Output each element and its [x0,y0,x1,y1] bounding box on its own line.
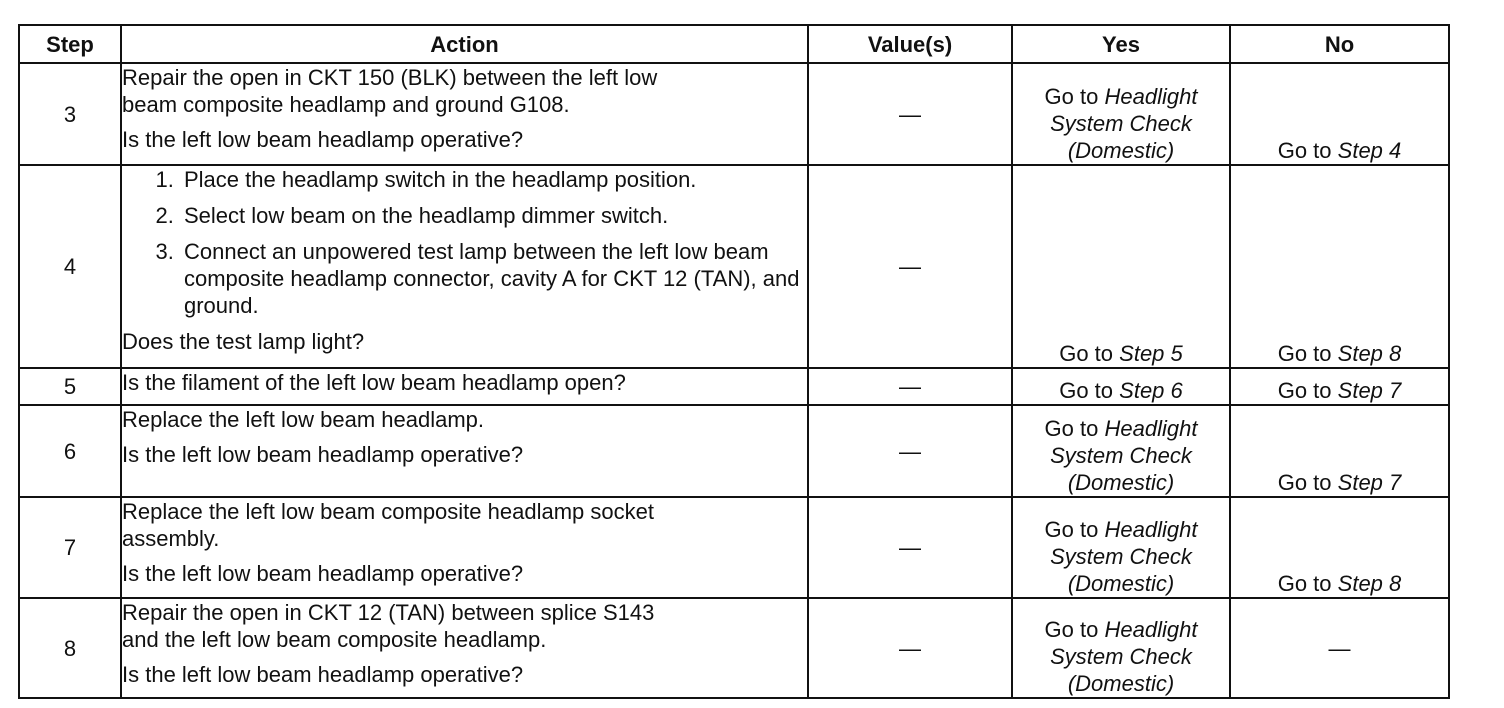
value-cell: — [808,405,1012,497]
table-row [19,405,1449,497]
action-cell [121,598,808,698]
yes-line-3: (Domestic) [1067,671,1175,696]
yes-cell [1012,63,1230,165]
list-item: 1. Place the headlamp switch in the headlamp position. [180,166,807,193]
step-number: 8 [19,598,121,698]
action-line: Replace the left low beam headlamp. [122,407,484,432]
value-cell: — [808,368,1012,405]
question-text: Is the left low beam headlamp operative? [122,662,524,687]
action-cell [121,165,808,368]
yes-cell [1012,497,1230,598]
yes-line-2: System Check [1050,644,1192,669]
question-text: Is the left low beam headlamp operative? [122,127,524,152]
question-text: Is the filament of the left low beam headlamp open? [122,370,626,395]
action-line: Repair the open in CKT 12 (TAN) between splice S143 [122,600,655,625]
no-cell: Go to Step 8 [1230,165,1449,368]
yes-cell: Go to Step 6 [1012,368,1230,405]
value-cell: — [808,63,1012,165]
action-line: beam composite headlamp and ground G108. [122,92,570,117]
table-row [19,497,1449,598]
yes-cell [1012,598,1230,698]
step-number: 6 [19,405,121,497]
yes-line-1: Go to Headlight [1044,517,1198,542]
value-cell: — [808,165,1012,368]
question-text: Is the left low beam headlamp operative? [122,561,524,586]
yes-line-2: System Check [1050,544,1192,569]
step-number: 5 [19,368,121,405]
yes-line-2: System Check [1050,443,1192,468]
no-cell: Go to Step 8 [1230,497,1449,598]
table-row [19,598,1449,698]
step-number: 4 [19,165,121,368]
table-row [19,63,1449,165]
yes-line-1: Go to Headlight [1044,617,1198,642]
yes-cell [1012,405,1230,497]
yes-cell: Go to Step 5 [1012,165,1230,368]
action-line: Repair the open in CKT 150 (BLK) between the left low [122,65,658,90]
action-cell [121,497,808,598]
table-row [19,165,1449,368]
question-text: Is the left low beam headlamp operative? [122,442,524,467]
no-cell: — [1230,598,1449,698]
diagnostic-table [18,24,1450,699]
list-item: 3. Connect an unpowered test lamp between the left low beam composite headlamp connector, cavity A for CKT 12 (TAN), and ground. [180,238,807,319]
list-item: 2. Select low beam on the headlamp dimmer switch. [180,202,807,229]
header-step: Step [19,25,121,63]
action-cell [121,368,808,405]
yes-line-3: (Domestic) [1067,138,1175,163]
action-steps-list [122,166,807,319]
yes-line-1: Go to Headlight [1044,416,1198,441]
header-no: No [1230,25,1449,63]
header-values: Value(s) [808,25,1012,63]
yes-line-2: System Check [1050,111,1192,136]
action-line: assembly. [122,526,220,551]
header-yes: Yes [1012,25,1230,63]
value-cell: — [808,598,1012,698]
step-number: 3 [19,63,121,165]
table-row [19,368,1449,405]
no-cell: Go to Step 7 [1230,368,1449,405]
question-text: Does the test lamp light? [122,329,365,354]
action-line: and the left low beam composite headlamp. [122,627,547,652]
action-cell [121,405,808,497]
no-cell: Go to Step 4 [1230,63,1449,165]
step-number: 7 [19,497,121,598]
yes-line-3: (Domestic) [1067,470,1175,495]
value-cell: — [808,497,1012,598]
yes-line-1: Go to Headlight [1044,84,1198,109]
action-cell [121,63,808,165]
header-action: Action [121,25,808,63]
no-cell: Go to Step 7 [1230,405,1449,497]
header-row [19,25,1449,63]
action-line: Replace the left low beam composite headlamp socket [122,499,654,524]
yes-line-3: (Domestic) [1067,571,1175,596]
